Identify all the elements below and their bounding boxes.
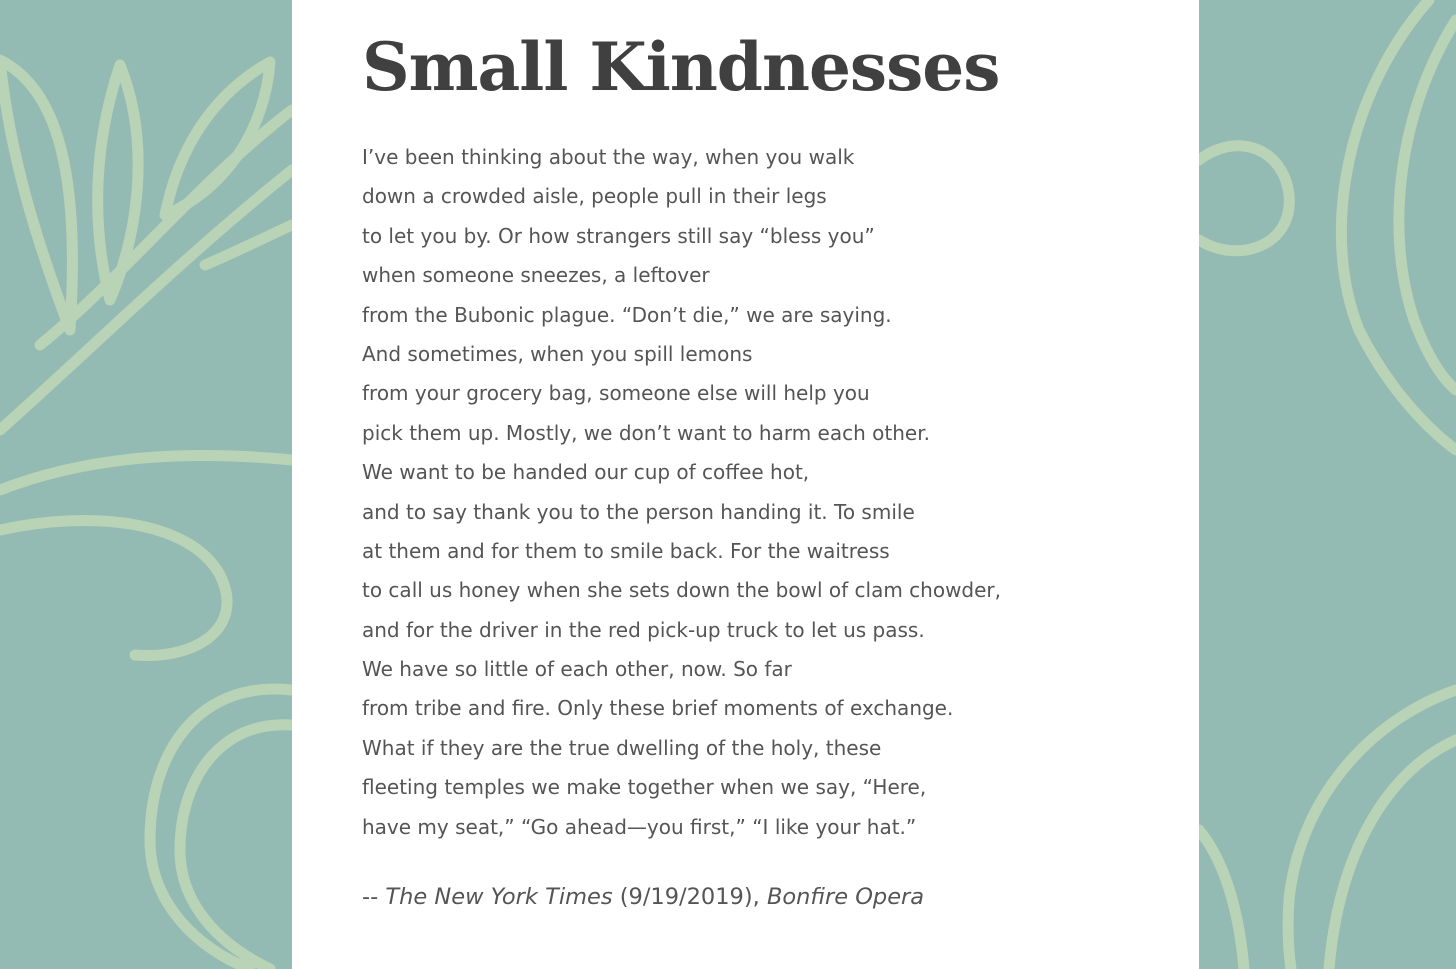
poem-line: at them and for them to smile back. For the waitress bbox=[362, 538, 890, 563]
poem-title: Small Kindnesses bbox=[362, 28, 1000, 106]
poem-line: and to say thank you to the person handing it. To smile bbox=[362, 499, 915, 524]
poem-page bbox=[292, 0, 1199, 969]
poem-line: have my seat,” “Go ahead—you first,” “I like your hat.” bbox=[362, 814, 917, 839]
credit-publication: The New York Times bbox=[385, 884, 613, 910]
poem-line: when someone sneezes, a leftover bbox=[362, 263, 710, 288]
poem-line: What if they are the true dwelling of the holy, these bbox=[362, 735, 882, 760]
poem-line: to let you by. Or how strangers still say “bless you” bbox=[362, 223, 875, 248]
credit-prefix: -- bbox=[362, 884, 386, 910]
poem-line: And sometimes, when you spill lemons bbox=[362, 341, 753, 366]
credit-date: (9/19/2019), bbox=[612, 884, 767, 910]
leaf-flourish-art bbox=[0, 0, 292, 969]
poem-line: pick them up. Mostly, we don’t want to harm each other. bbox=[362, 420, 930, 445]
poem-line: down a crowded aisle, people pull in their legs bbox=[362, 184, 827, 209]
curl-flourish-art bbox=[1199, 0, 1456, 969]
poem-line: fleeting temples we make together when we say, “Here, bbox=[362, 775, 927, 800]
poem-line: from the Bubonic plague. “Don’t die,” we are saying. bbox=[362, 302, 892, 327]
poem-line: and for the driver in the red pick-up truck to let us pass. bbox=[362, 617, 925, 642]
poem-credit bbox=[362, 884, 924, 910]
poem-line: We want to be handed our cup of coffee hot, bbox=[362, 460, 810, 485]
poem-line: from your grocery bag, someone else will help you bbox=[362, 381, 870, 406]
poem-line: from tribe and fire. Only these brief moments of exchange. bbox=[362, 696, 954, 721]
credit-book: Bonfire Opera bbox=[766, 884, 925, 910]
poem-body bbox=[362, 140, 1001, 849]
poem-line: We have so little of each other, now. So far bbox=[362, 657, 792, 682]
poem-line: to call us honey when she sets down the bowl of clam chowder, bbox=[362, 578, 1002, 603]
poem-line: I’ve been thinking about the way, when you walk bbox=[362, 145, 855, 169]
